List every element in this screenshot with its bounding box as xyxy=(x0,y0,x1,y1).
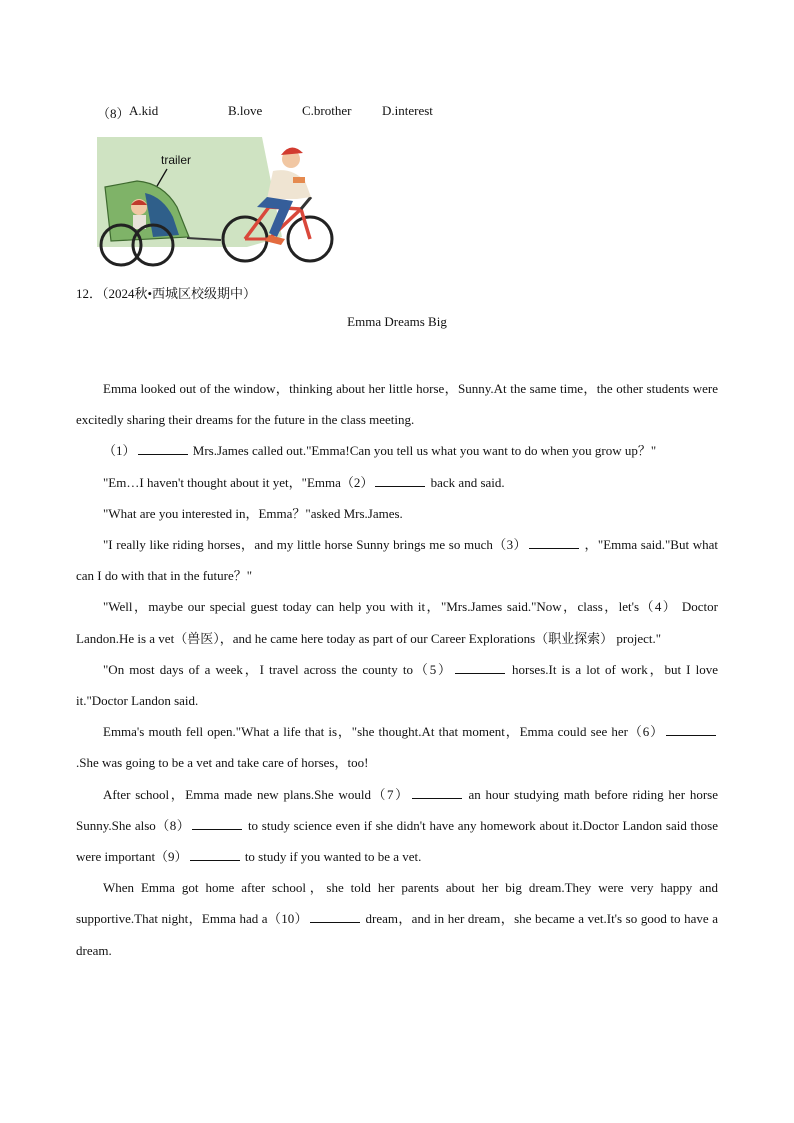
story-passage xyxy=(76,373,718,966)
rider-armband xyxy=(293,177,305,183)
rider-torso xyxy=(267,170,311,199)
paragraph-9: After school，Emma made new plans.She would（7） an hour studying math before riding her horse Sunny.She also（8） to study science even if she didn't have any homework about it.Doctor Landon said those were important（9） to study if you wanted to be a vet. xyxy=(76,786,718,865)
question-header: 12．（2024秋•西城区校级期中） xyxy=(76,286,257,301)
blank-1[interactable] xyxy=(138,443,188,455)
paragraph-2: （1） Mrs.James called out."Emma!Can you tell us what you want to do when you grow up？" xyxy=(103,443,657,459)
trailer-label: trailer xyxy=(161,153,192,167)
blank-9[interactable] xyxy=(190,849,240,861)
blank-5[interactable] xyxy=(455,662,505,674)
option-number: （8） xyxy=(97,106,130,121)
paragraph-8: Emma's mouth fell open."What a life that is，"she thought.At that moment，Emma could see her（6） .She was going to be a vet and take care of horses，too! xyxy=(76,716,718,778)
option-d[interactable]: D.interest xyxy=(382,103,433,118)
paragraph-7: "On most days of a week，I travel across the county to（5） horses.It is a lot of work，but I love it."Doctor Landon said. xyxy=(76,661,718,709)
paragraph-3: "Em…I haven't thought about it yet，"Emma（2） back and said. xyxy=(103,474,505,490)
blank-2[interactable] xyxy=(375,475,425,487)
paragraph-6: "Well，maybe our special guest today can help you with it，"Mrs.James said."Now，class，let's（4） Doctor Landon.He is a vet（兽医），and he came here today as part of our Career Explorations（职业探索） project." xyxy=(76,599,718,646)
paragraph-4: "What are you interested in，Emma？"asked Mrs.James. xyxy=(103,505,403,521)
option-a[interactable]: A.kid xyxy=(129,103,159,118)
option-c[interactable]: C.brother xyxy=(302,103,352,118)
blank-7[interactable] xyxy=(412,787,462,799)
blank-10[interactable] xyxy=(310,911,360,923)
bike-trailer-illustration xyxy=(97,137,337,270)
bike-handlebar xyxy=(301,197,311,209)
option-b[interactable]: B.love xyxy=(228,103,263,118)
paragraph-1: Emma looked out of the window，thinking about her little horse，Sunny.At the same time，the other students were excitedly sharing their dreams for the future in the class meeting. xyxy=(76,381,718,428)
helmet xyxy=(281,147,303,155)
blank-3[interactable] xyxy=(529,537,579,549)
blank-8[interactable] xyxy=(192,818,242,830)
blank-6[interactable] xyxy=(666,724,716,736)
story-title: Emma Dreams Big xyxy=(347,314,447,329)
paragraph-10: When Emma got home after school，she told her parents about her big dream.They were very happy and supportive.That night，Emma had a（10） dream，and in her dream，she became a vet.It's so good to have a dream. xyxy=(76,880,718,958)
paragraph-5: "I really like riding horses，and my little horse Sunny brings me so much（3） ，"Emma said."But what can I do with that in the future？" xyxy=(76,537,718,584)
